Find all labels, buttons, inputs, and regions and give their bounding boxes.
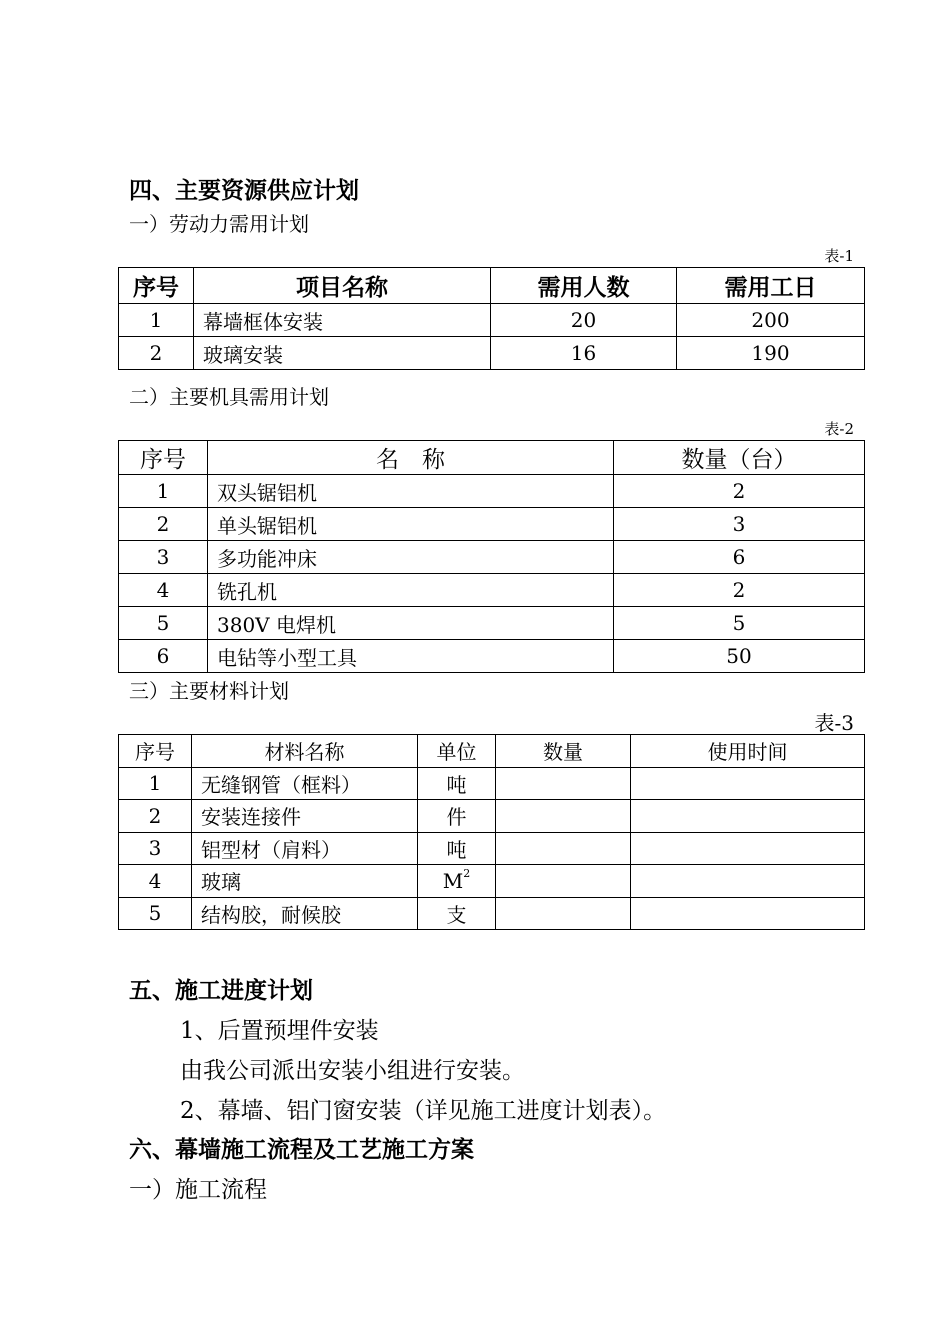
table-cell: 多功能冲床 [208,541,614,574]
header-cell: 序号 [119,441,208,475]
materials-plan-subtitle: 三）主要材料计划 [129,679,289,703]
table-cell: 吨 [418,832,496,865]
header-cell: 数量（台） [614,441,865,475]
table-cell: 16 [491,337,677,370]
table-cell [631,897,865,930]
header-cell: 名 称 [208,441,614,475]
table-cell: 无缝钢管（框料） [192,767,418,800]
table-cell [496,767,631,800]
header-cell: 使用时间 [631,735,865,768]
table-cell: 结构胶，耐候胶 [192,897,418,930]
table-cell: 2 [119,337,194,370]
table-cell: 1 [119,767,192,800]
table-cell: 4 [119,865,192,898]
table-cell: 3 [614,508,865,541]
table-cell: 380V 电焊机 [208,607,614,640]
table-cell: 1 [119,304,194,337]
table-2-caption: 表-2 [824,420,854,438]
machines-plan-subtitle: 二）主要机具需用计划 [129,385,329,409]
table-cell: 幕墙框体安装 [194,304,491,337]
table-cell: 玻璃安装 [194,337,491,370]
table-row [119,541,865,574]
header-cell: 需用工日 [677,268,865,304]
table-cell: 安装连接件 [192,800,418,833]
table-row [119,767,865,800]
section-6-title: 六、幕墙施工流程及工艺施工方案 [129,1136,474,1163]
table-cell: 吨 [418,767,496,800]
machines-table [118,440,865,673]
table-header-row [119,268,865,304]
table-row [119,337,865,370]
table-cell [631,800,865,833]
header-cell: 材料名称 [192,735,418,768]
table-cell: 件 [418,800,496,833]
table-cell: 玻璃 [192,865,418,898]
table-cell [496,897,631,930]
table-cell: 2 [614,475,865,508]
labor-table [118,267,865,370]
header-cell: 项目名称 [194,268,491,304]
header-cell: 需用人数 [491,268,677,304]
table-row [119,800,865,833]
table-cell [496,865,631,898]
table-cell [496,800,631,833]
header-cell: 序号 [119,735,192,768]
table-cell: 3 [119,832,192,865]
table-cell: 5 [119,897,192,930]
construction-flow-subtitle: 一）施工流程 [129,1177,267,1203]
table-row [119,607,865,640]
table-row [119,304,865,337]
table-cell: 20 [491,304,677,337]
table-cell: 铣孔机 [208,574,614,607]
table-cell: 2 [614,574,865,607]
table-row [119,475,865,508]
unit-cell [418,865,496,898]
materials-table [118,734,865,930]
table-cell: 单头锯铝机 [208,508,614,541]
section-4-title: 四、主要资源供应计划 [129,177,359,204]
unit-text: M [442,868,464,893]
table-header-row [119,441,865,475]
table-cell: 双头锯铝机 [208,475,614,508]
table-cell [496,832,631,865]
table-row [119,574,865,607]
table-row [119,865,865,898]
unit-superscript: 2 [463,866,471,880]
table-cell: 1 [119,475,208,508]
table-cell: 2 [119,508,208,541]
table-cell: 50 [614,640,865,673]
table-cell: 200 [677,304,865,337]
labor-plan-subtitle: 一）劳动力需用计划 [129,212,309,236]
schedule-item-2: 2、幕墙、铝门窗安装（详见施工进度计划表）。 [180,1098,667,1124]
table-cell: 支 [418,897,496,930]
table-row [119,640,865,673]
table-cell [631,767,865,800]
table-cell: 5 [614,607,865,640]
table-1-caption: 表-1 [824,247,854,265]
table-cell: 2 [119,800,192,833]
table-cell [631,865,865,898]
header-cell: 单位 [418,735,496,768]
table-cell: 6 [119,640,208,673]
table-cell: 6 [614,541,865,574]
header-cell: 序号 [119,268,194,304]
schedule-item-1: 1、后置预埋件安装 [180,1018,379,1044]
table-cell: 电钻等小型工具 [208,640,614,673]
table-row [119,832,865,865]
table-cell: 4 [119,574,208,607]
table-cell [631,832,865,865]
table-3-caption: 表-3 [814,711,854,735]
table-cell: 3 [119,541,208,574]
table-row [119,508,865,541]
schedule-item-1-detail: 由我公司派出安装小组进行安装。 [180,1058,525,1084]
header-cell: 数量 [496,735,631,768]
table-header-row [119,735,865,768]
table-cell: 190 [677,337,865,370]
table-cell: 5 [119,607,208,640]
table-cell: 铝型材（肩料） [192,832,418,865]
table-row [119,897,865,930]
section-5-title: 五、施工进度计划 [129,977,313,1004]
